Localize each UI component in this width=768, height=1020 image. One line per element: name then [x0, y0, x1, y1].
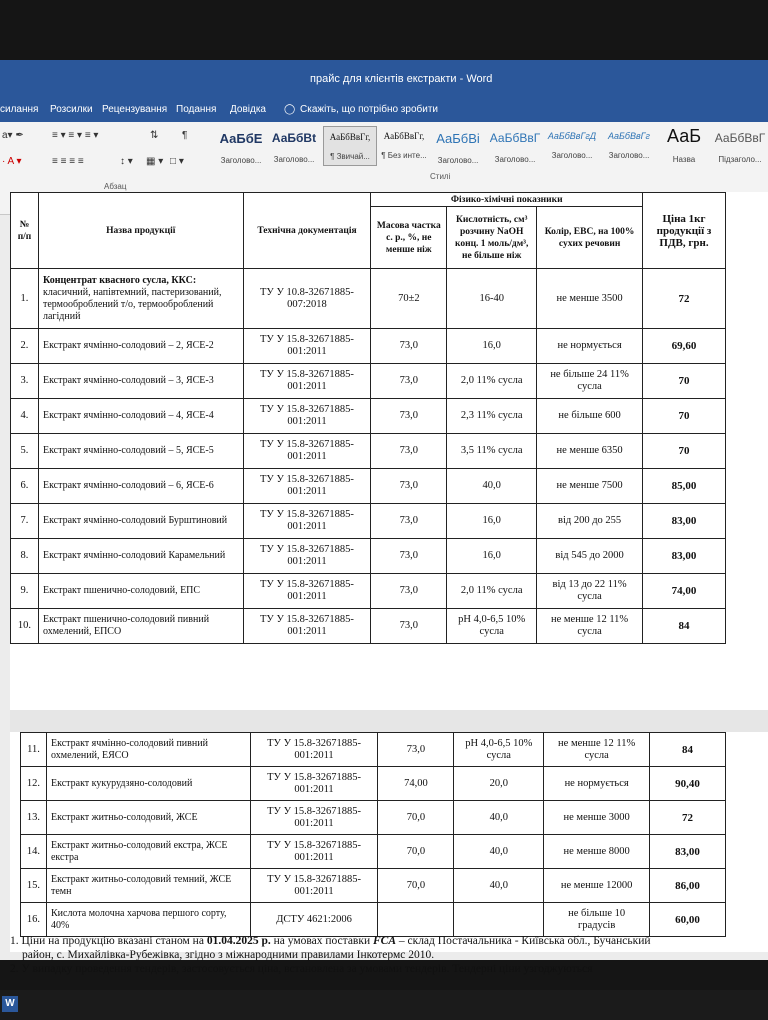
row-doc: ТУ У 15.8-32671885-001:2011 — [250, 835, 378, 869]
row-num: 4. — [11, 399, 39, 434]
row-mass: 73,0 — [371, 434, 447, 469]
row-acid: 40,0 — [454, 835, 544, 869]
header-price: Ціна 1кг продукції з ПДВ, грн. — [643, 193, 726, 269]
taskbar — [0, 990, 768, 1020]
price-table-continued — [20, 732, 726, 937]
row-color: не менше 7500 — [537, 469, 643, 504]
row-color: не менше 12 11% сусла — [544, 733, 650, 767]
row-doc: ТУ У 15.8-32671885-001:2011 — [250, 733, 378, 767]
row-color: від 13 до 22 11% сусла — [537, 574, 643, 609]
row-name: Екстракт пшенично-солодовий пивний охмелений, ЕПСО — [38, 609, 243, 644]
table-row — [11, 574, 726, 609]
row-name: Кислота молочна харчова першого сорту, 40% — [46, 903, 250, 937]
style-heading4[interactable]: АаБбВвГ Заголово... — [489, 131, 541, 164]
note-fca: FCA — [372, 935, 396, 947]
row-mass: 73,0 — [371, 539, 447, 574]
row-doc: ТУ У 15.8-32671885-001:2011 — [243, 329, 371, 364]
row-num: 1. — [11, 269, 39, 329]
row-num: 9. — [11, 574, 39, 609]
row-name: Екстракт ячмінно-солодовий – 6, ЯСЕ-6 — [38, 469, 243, 504]
row-color: не нормується — [537, 329, 643, 364]
row-doc: ТУ У 10.8-32671885-007:2018 — [243, 269, 371, 329]
pilcrow-icon[interactable]: ¶ — [182, 130, 188, 141]
page-break — [10, 710, 768, 732]
format-painter-icon[interactable]: a▾ ✒ — [2, 130, 24, 141]
row-price: 83,00 — [643, 504, 726, 539]
row-price: 74,00 — [643, 574, 726, 609]
row-name: Екстракт житньо-солодовий, ЖСЕ — [46, 801, 250, 835]
row-num: 7. — [11, 504, 39, 539]
header-doc: Технічна документація — [243, 193, 371, 269]
table-row — [11, 399, 726, 434]
row-doc: ТУ У 15.8-32671885-001:2011 — [243, 609, 371, 644]
row-acid: 40,0 — [454, 869, 544, 903]
row-num: 16. — [21, 903, 47, 937]
row-num: 6. — [11, 469, 39, 504]
table-row — [11, 434, 726, 469]
row-name: Екстракт ячмінно-солодовий Карамельний — [38, 539, 243, 574]
row-acid: 16,0 — [447, 329, 537, 364]
row-mass: 74,00 — [378, 767, 454, 801]
row-price: 72 — [650, 801, 726, 835]
title-bar — [0, 60, 768, 100]
row-price: 72 — [643, 269, 726, 329]
row-doc: ТУ У 15.8-32671885-001:2011 — [250, 801, 378, 835]
row-doc: ТУ У 15.8-32671885-001:2011 — [243, 434, 371, 469]
row-num: 13. — [21, 801, 47, 835]
row-price: 83,00 — [643, 539, 726, 574]
row-num: 12. — [21, 767, 47, 801]
row-acid: pH 4,0-6,5 10% сусла — [454, 733, 544, 767]
styles-group-label: Стилі — [430, 172, 451, 181]
shading-icon[interactable]: ▦ ▾ — [146, 156, 164, 167]
row-num: 15. — [21, 869, 47, 903]
row-mass: 70,0 — [378, 801, 454, 835]
row-mass: 70,0 — [378, 835, 454, 869]
style-heading6[interactable]: АаБбВвГг Заголово... — [608, 131, 650, 160]
tab-review[interactable]: Рецензування — [102, 104, 168, 115]
row-acid: 40,0 — [447, 469, 537, 504]
row-price: 85,00 — [643, 469, 726, 504]
table-row — [11, 504, 726, 539]
row-acid: 20,0 — [454, 767, 544, 801]
table-row — [11, 469, 726, 504]
row-color: не більше 10 градусів — [544, 903, 650, 937]
row-name: Екстракт житньо-солодовий екстра, ЖСЕ екстра — [46, 835, 250, 869]
row-name: Екстракт ячмінно-солодовий – 5, ЯСЕ-5 — [38, 434, 243, 469]
row-acid: pH 4,0-6,5 10% сусла — [447, 609, 537, 644]
paragraph-group-label: Абзац — [104, 182, 127, 191]
row-acid: 16-40 — [447, 269, 537, 329]
word-window — [0, 60, 768, 1009]
tab-mailings[interactable]: Розсилки — [50, 104, 93, 115]
row-name: Концентрат квасного сусла, ККС: класичний, напівтемний, пастеризований, термооброблений т/о, термооброблений лагідний — [38, 269, 243, 329]
row-doc: ТУ У 15.8-32671885-001:2011 — [243, 469, 371, 504]
align-icon[interactable]: ≡ ≡ ≡ ≡ — [52, 156, 84, 167]
tell-me-search[interactable]: Скажіть, що потрібно зробити — [300, 104, 438, 115]
row-price: 90,40 — [650, 767, 726, 801]
row-mass: 73,0 — [371, 399, 447, 434]
lightbulb-icon: ◯ — [284, 104, 296, 115]
table-row — [21, 869, 726, 903]
row-price: 60,00 — [650, 903, 726, 937]
table-row — [21, 733, 726, 767]
header-name: Назва продукції — [38, 193, 243, 269]
header-acid: Кислотність, см³ розчину NaOH конц. 1 моль/дм³, не більше ніж — [447, 207, 537, 269]
tab-view[interactable]: Подання — [176, 104, 217, 115]
row-price: 84 — [650, 733, 726, 767]
ribbon-tabs — [0, 100, 768, 122]
row-doc: ТУ У 15.8-32671885-001:2011 — [243, 364, 371, 399]
borders-icon[interactable]: □ ▾ — [170, 156, 184, 167]
style-heading2[interactable]: АаБбВt Заголово... — [271, 131, 317, 164]
line-spacing-icon[interactable]: ↕ ▾ — [120, 156, 133, 167]
row-num: 5. — [11, 434, 39, 469]
row-name: Екстракт пшенично-солодовий, ЕПС — [38, 574, 243, 609]
row-num: 3. — [11, 364, 39, 399]
row-acid — [454, 903, 544, 937]
table-row — [21, 835, 726, 869]
row-price: 86,00 — [650, 869, 726, 903]
row-price: 70 — [643, 399, 726, 434]
row-price: 70 — [643, 364, 726, 399]
note-2: 2. У випадку проведення тендерів, застосовується ціна, встановлена за умовами тендерів. Тендерні ціни узгоджуються — [10, 963, 593, 975]
style-subtitle[interactable]: АаБбВвГ Підзаголо... — [714, 131, 766, 164]
row-color: від 545 до 2000 — [537, 539, 643, 574]
row-name: Екстракт кукурудзяно-солодовий — [46, 767, 250, 801]
row-color: не більше 600 — [537, 399, 643, 434]
row-doc: ТУ У 15.8-32671885-001:2011 — [243, 504, 371, 539]
row-color: не менше 8000 — [544, 835, 650, 869]
row-num: 14. — [21, 835, 47, 869]
row-doc: ТУ У 15.8-32671885-001:2011 — [243, 399, 371, 434]
row-mass: 73,0 — [371, 574, 447, 609]
table-row — [11, 269, 726, 329]
row-num: 10. — [11, 609, 39, 644]
row-name: Екстракт ячмінно-солодовий пивний охмелений, ЕЯСО — [46, 733, 250, 767]
header-num: № п/п — [11, 193, 39, 269]
row-price: 84 — [643, 609, 726, 644]
row-color: не нормується — [544, 767, 650, 801]
row-color: не менше 3500 — [537, 269, 643, 329]
row-mass: 73,0 — [371, 504, 447, 539]
table-row — [11, 609, 726, 644]
row-mass — [378, 903, 454, 937]
row-name: Екстракт ячмінно-солодовий – 3, ЯСЕ-3 — [38, 364, 243, 399]
row-name: Екстракт ячмінно-солодовий Бурштиновий — [38, 504, 243, 539]
note-1: 1. Ціни на продукцію вказані станом на 01.04.2025 р. на умовах поставки FCA – склад Постачальника - Київська обл., Бучанський — [10, 935, 651, 947]
row-acid: 16,0 — [447, 504, 537, 539]
table-row — [11, 539, 726, 574]
row-mass: 70±2 — [371, 269, 447, 329]
row-acid: 3,5 11% сусла — [447, 434, 537, 469]
row-color: не менше 6350 — [537, 434, 643, 469]
style-no-spacing[interactable]: АаБбВвГг, ¶ Без инте... — [381, 131, 427, 160]
row-doc: ТУ У 15.8-32671885-001:2011 — [243, 539, 371, 574]
style-heading3[interactable]: АаБбВі Заголово... — [436, 131, 480, 165]
row-doc: ТУ У 15.8-32671885-001:2011 — [250, 767, 378, 801]
header-color: Колір, ЕВС, на 100% сухих речовин — [537, 207, 643, 269]
row-acid: 2,0 11% сусла — [447, 364, 537, 399]
row-doc: ТУ У 15.8-32671885-001:2011 — [243, 574, 371, 609]
tab-references[interactable]: силання — [0, 104, 39, 115]
note-date: 01.04.2025 р. — [206, 935, 271, 947]
document-page — [10, 192, 768, 975]
row-name: Екстракт житньо-солодовий темний, ЖСЕ темн — [46, 869, 250, 903]
row-color: від 200 до 255 — [537, 504, 643, 539]
row-mass: 73,0 — [378, 733, 454, 767]
table-row — [11, 364, 726, 399]
window-title: прайс для клієнтів екстракти - Word — [310, 73, 493, 85]
row-mass: 73,0 — [371, 469, 447, 504]
style-heading5[interactable]: АаБбВвГгД Заголово... — [547, 131, 597, 160]
row-num: 2. — [11, 329, 39, 364]
row-color: не менше 12000 — [544, 869, 650, 903]
row-color: не менше 12 11% сусла — [537, 609, 643, 644]
row-mass: 73,0 — [371, 364, 447, 399]
row-price: 83,00 — [650, 835, 726, 869]
style-normal[interactable]: АаБбВвГг, ¶ Звичай... — [323, 126, 377, 166]
row-num: 8. — [11, 539, 39, 574]
font-color-icon[interactable]: · A ▾ — [2, 156, 22, 167]
style-heading1[interactable]: АаБбЕ Заголово... — [219, 131, 263, 165]
table-row — [21, 767, 726, 801]
header-mass: Масова частка с. р., %, не менше ніж — [371, 207, 447, 269]
row-mass: 73,0 — [371, 329, 447, 364]
row-acid: 40,0 — [454, 801, 544, 835]
row-color: не менше 3000 — [544, 801, 650, 835]
row-num: 11. — [21, 733, 47, 767]
note-1-cont: район, с. Михайлівка-Рубежівка, згідно з міжнародними правилами Інкотермс 2010. — [22, 949, 435, 961]
style-title[interactable]: АаБ Назва — [666, 126, 702, 164]
table-row — [21, 801, 726, 835]
header-physchem: Фізико-хімічні показники — [371, 193, 643, 207]
row-acid: 2,0 11% сусла — [447, 574, 537, 609]
row-doc: ТУ У 15.8-32671885-001:2011 — [250, 869, 378, 903]
row-name: Екстракт ячмінно-солодовий – 2, ЯСЕ-2 — [38, 329, 243, 364]
row-acid: 2,3 11% сусла — [447, 399, 537, 434]
table-row — [11, 329, 726, 364]
row-doc: ДСТУ 4621:2006 — [250, 903, 378, 937]
word-app-icon[interactable]: W — [2, 996, 18, 1012]
row-mass: 70,0 — [378, 869, 454, 903]
row-color: не більше 24 11% сусла — [537, 364, 643, 399]
sort-icon[interactable]: ⇅ — [150, 130, 159, 141]
row-mass: 73,0 — [371, 609, 447, 644]
row-price: 70 — [643, 434, 726, 469]
notes — [10, 934, 768, 976]
row-name: Екстракт ячмінно-солодовий – 4, ЯСЕ-4 — [38, 399, 243, 434]
row-price: 69,60 — [643, 329, 726, 364]
tab-help[interactable]: Довідка — [230, 104, 266, 115]
table-row — [21, 903, 726, 937]
row-acid: 16,0 — [447, 539, 537, 574]
bullets-icon[interactable]: ≡ ▾ ≡ ▾ ≡ ▾ — [52, 130, 99, 141]
price-table — [10, 192, 726, 644]
